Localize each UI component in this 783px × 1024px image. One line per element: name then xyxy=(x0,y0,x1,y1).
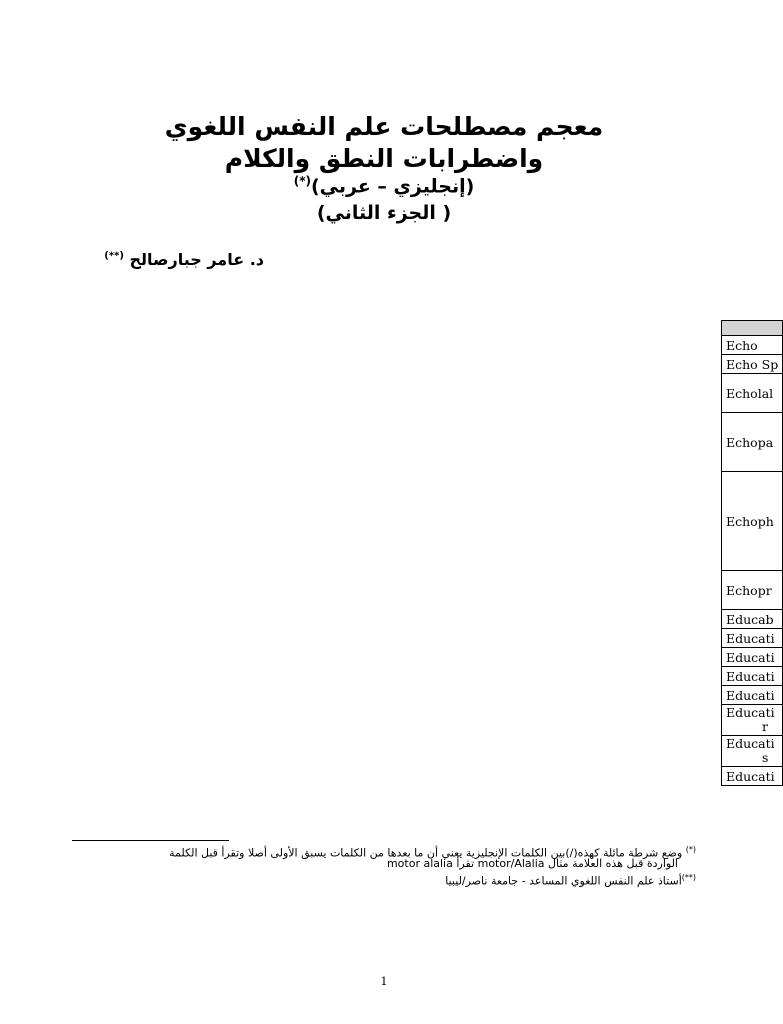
term-text-continued: s xyxy=(762,750,769,765)
term-text: Educati xyxy=(726,736,775,751)
table-row xyxy=(722,736,783,767)
author-line xyxy=(74,250,264,269)
terms-table xyxy=(721,320,783,786)
title-footnote-mark: (*) xyxy=(293,174,311,188)
footnote-1-line-2: الواردة قبل هذه العلامة مثال motor/Alalia تقرأ motor alalia xyxy=(386,857,678,870)
table-row xyxy=(722,413,783,472)
title-line-1: معجم مصطلحات علم النفس اللغوي xyxy=(164,112,604,141)
term-cell: Echopr xyxy=(722,571,783,610)
table-row xyxy=(722,336,783,355)
page-number: 1 xyxy=(380,975,388,988)
table-row xyxy=(722,667,783,686)
term-cell: Educab xyxy=(722,610,783,629)
title-language-pair: (إنجليزي – عربي) xyxy=(310,175,475,198)
term-cell: Educati xyxy=(722,648,783,667)
term-cell: Echopa xyxy=(722,413,783,472)
term-cell: Educati xyxy=(722,686,783,705)
term-cell: Echolal xyxy=(722,374,783,413)
table-row xyxy=(722,610,783,629)
term-text: Educati xyxy=(726,705,775,720)
term-cell: Educati xyxy=(722,629,783,648)
footnote-separator xyxy=(72,840,229,841)
title-line-3 xyxy=(0,174,768,197)
table-header-row xyxy=(722,321,783,336)
footnote-2-text: أستاذ علم النفس اللغوي المساعد - جامعة ناصر/ليبيا xyxy=(445,874,682,888)
author-footnote-mark: (**) xyxy=(104,250,124,262)
table-row xyxy=(722,472,783,571)
term-cell: Echo Sp xyxy=(722,355,783,374)
author-name: د. عامر جبارصالح xyxy=(129,250,264,269)
term-text-continued: r xyxy=(762,719,768,734)
table-row xyxy=(722,767,783,786)
footnote-1-mark: (*) xyxy=(685,845,696,854)
footnote-1-text: وضع شرطة مائلة كهذه(/)بين الكلمات الإنجليزية يعني أن ما بعدها من الكلمات يسبق الأولى أصلا وتقرأ قبل الكلمة xyxy=(169,846,683,860)
title-line-4: ( الجزء الثاني) xyxy=(316,202,452,224)
term-cell: Educati xyxy=(722,767,783,786)
term-cell: Educati xyxy=(722,667,783,686)
table-row xyxy=(722,355,783,374)
table-row xyxy=(722,686,783,705)
term-cell xyxy=(722,705,783,736)
table-row xyxy=(722,648,783,667)
term-cell: Echoph xyxy=(722,472,783,571)
footnote-2-mark: (**) xyxy=(681,873,696,882)
table-row xyxy=(722,374,783,413)
table-row xyxy=(722,629,783,648)
term-cell: Echo xyxy=(722,336,783,355)
footnote-2 xyxy=(445,871,696,888)
table-row xyxy=(722,705,783,736)
table-row xyxy=(722,571,783,610)
title-line-2: واضطرابات النطق والكلام xyxy=(224,144,544,173)
term-cell xyxy=(722,736,783,767)
